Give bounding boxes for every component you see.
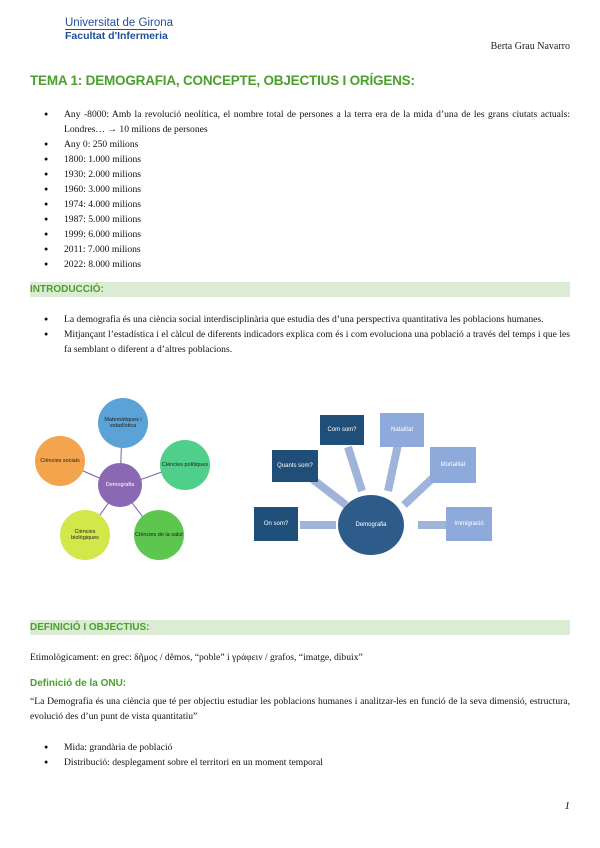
box-label: Com som?: [327, 427, 357, 433]
box-label: On som?: [263, 521, 289, 527]
onu-definition-heading: Definició de la ONU:: [30, 678, 127, 689]
list-item: ● 1999: 6.000 milions: [30, 227, 570, 242]
node-demography-center: [338, 495, 404, 555]
population-list: [30, 107, 570, 272]
box-on-som: [254, 507, 298, 541]
node-biological-sciences: [60, 510, 110, 560]
etymology-text: Etimològicament: en grec: δῆμος / dêmos, “poble” i γράφειν / grafos, “imatge, dibuix”: [30, 652, 363, 663]
arrow-com: [348, 447, 362, 491]
list-item: ● La demografia és una ciència social interdisciplinària que estudia des d’una perspectiva quantitativa les poblacions humanes.: [30, 312, 570, 327]
box-com-som: [320, 415, 364, 445]
list-item: ● 1987: 5.000 milions: [30, 212, 570, 227]
node-social-sciences: [35, 436, 85, 486]
list-item: ● Mida: grandària de població: [30, 740, 570, 755]
node-political-sciences: [160, 440, 210, 490]
demography-questions-diagram: [250, 405, 495, 565]
list-item: ● 1960: 3.000 milions: [30, 182, 570, 197]
box-label: Mortalitat: [440, 462, 466, 468]
node-mathematics: [98, 398, 148, 448]
intro-list: [30, 312, 570, 357]
box-natalitat: [380, 413, 424, 447]
disciplines-diagram: [30, 390, 230, 570]
node-label: Ciències biològiques: [71, 528, 99, 541]
university-logo-name: Universitat de Girona: [65, 17, 174, 29]
list-item: ● 2022: 8.000 milions: [30, 257, 570, 272]
list-item: ● 2011: 7.000 milions: [30, 242, 570, 257]
box-mortalitat: [430, 447, 476, 483]
list-item: ● 1930: 2.000 milions: [30, 167, 570, 182]
box-label: Quants som?: [277, 463, 313, 469]
section-heading-definition: DEFINICIÓ I OBJECTIUS:: [30, 620, 570, 635]
node-label: Demografia: [105, 481, 135, 488]
onu-definition-quote: “La Demografia és una ciència que té per objectiu estudiar les poblacions humanes i analitzar-les en funció de la seva dimensió, estructura, evolució des d’un punt de vista quantitatiu”: [30, 696, 570, 722]
list-item: ● 1974: 4.000 milions: [30, 197, 570, 212]
list-item: ● Any 0: 250 milions: [30, 137, 570, 152]
node-label: Demografia: [355, 521, 387, 528]
box-label: Natalitat: [390, 427, 413, 433]
node-label: Matemàtiques i estadística: [104, 416, 142, 429]
node-health-sciences: [134, 510, 184, 560]
box-quants-som: [272, 450, 318, 482]
page-title: TEMA 1: DEMOGRAFIA, CONCEPTE, OBJECTIUS I ORÍGENS:: [30, 73, 415, 88]
node-label: Ciències socials: [40, 457, 80, 464]
node-label: Ciències de la salut: [135, 531, 183, 538]
list-item: ● Any -8000: Amb la revolució neolítica, el nombre total de persones a la terra era de la mida d’una de les grans ciutats actuals: Londres… → 10 milions de persones: [30, 107, 570, 137]
page-number: 1: [564, 800, 570, 812]
list-item: ● Mitjançant l’estadística i el càlcul de diferents indicadors explica com és i com evoluciona una població a través del temps i que les fa semblant o diferent a d’altres poblacions.: [30, 327, 570, 357]
box-label: Immigració: [454, 521, 484, 527]
node-label: Ciències polítiques: [161, 461, 209, 468]
definition-list: [30, 740, 570, 770]
list-item: ● 1800: 1.000 milions: [30, 152, 570, 167]
faculty-logo-name: Facultat d'Infermeria: [65, 30, 168, 42]
list-item: ● Distribució: desplegament sobre el territori en un moment temporal: [30, 755, 570, 770]
node-demography-center: [98, 463, 142, 507]
author-name: Berta Grau Navarro: [490, 41, 570, 52]
box-immigracio: [446, 507, 492, 541]
section-heading-intro: INTRODUCCIÓ:: [30, 282, 570, 297]
